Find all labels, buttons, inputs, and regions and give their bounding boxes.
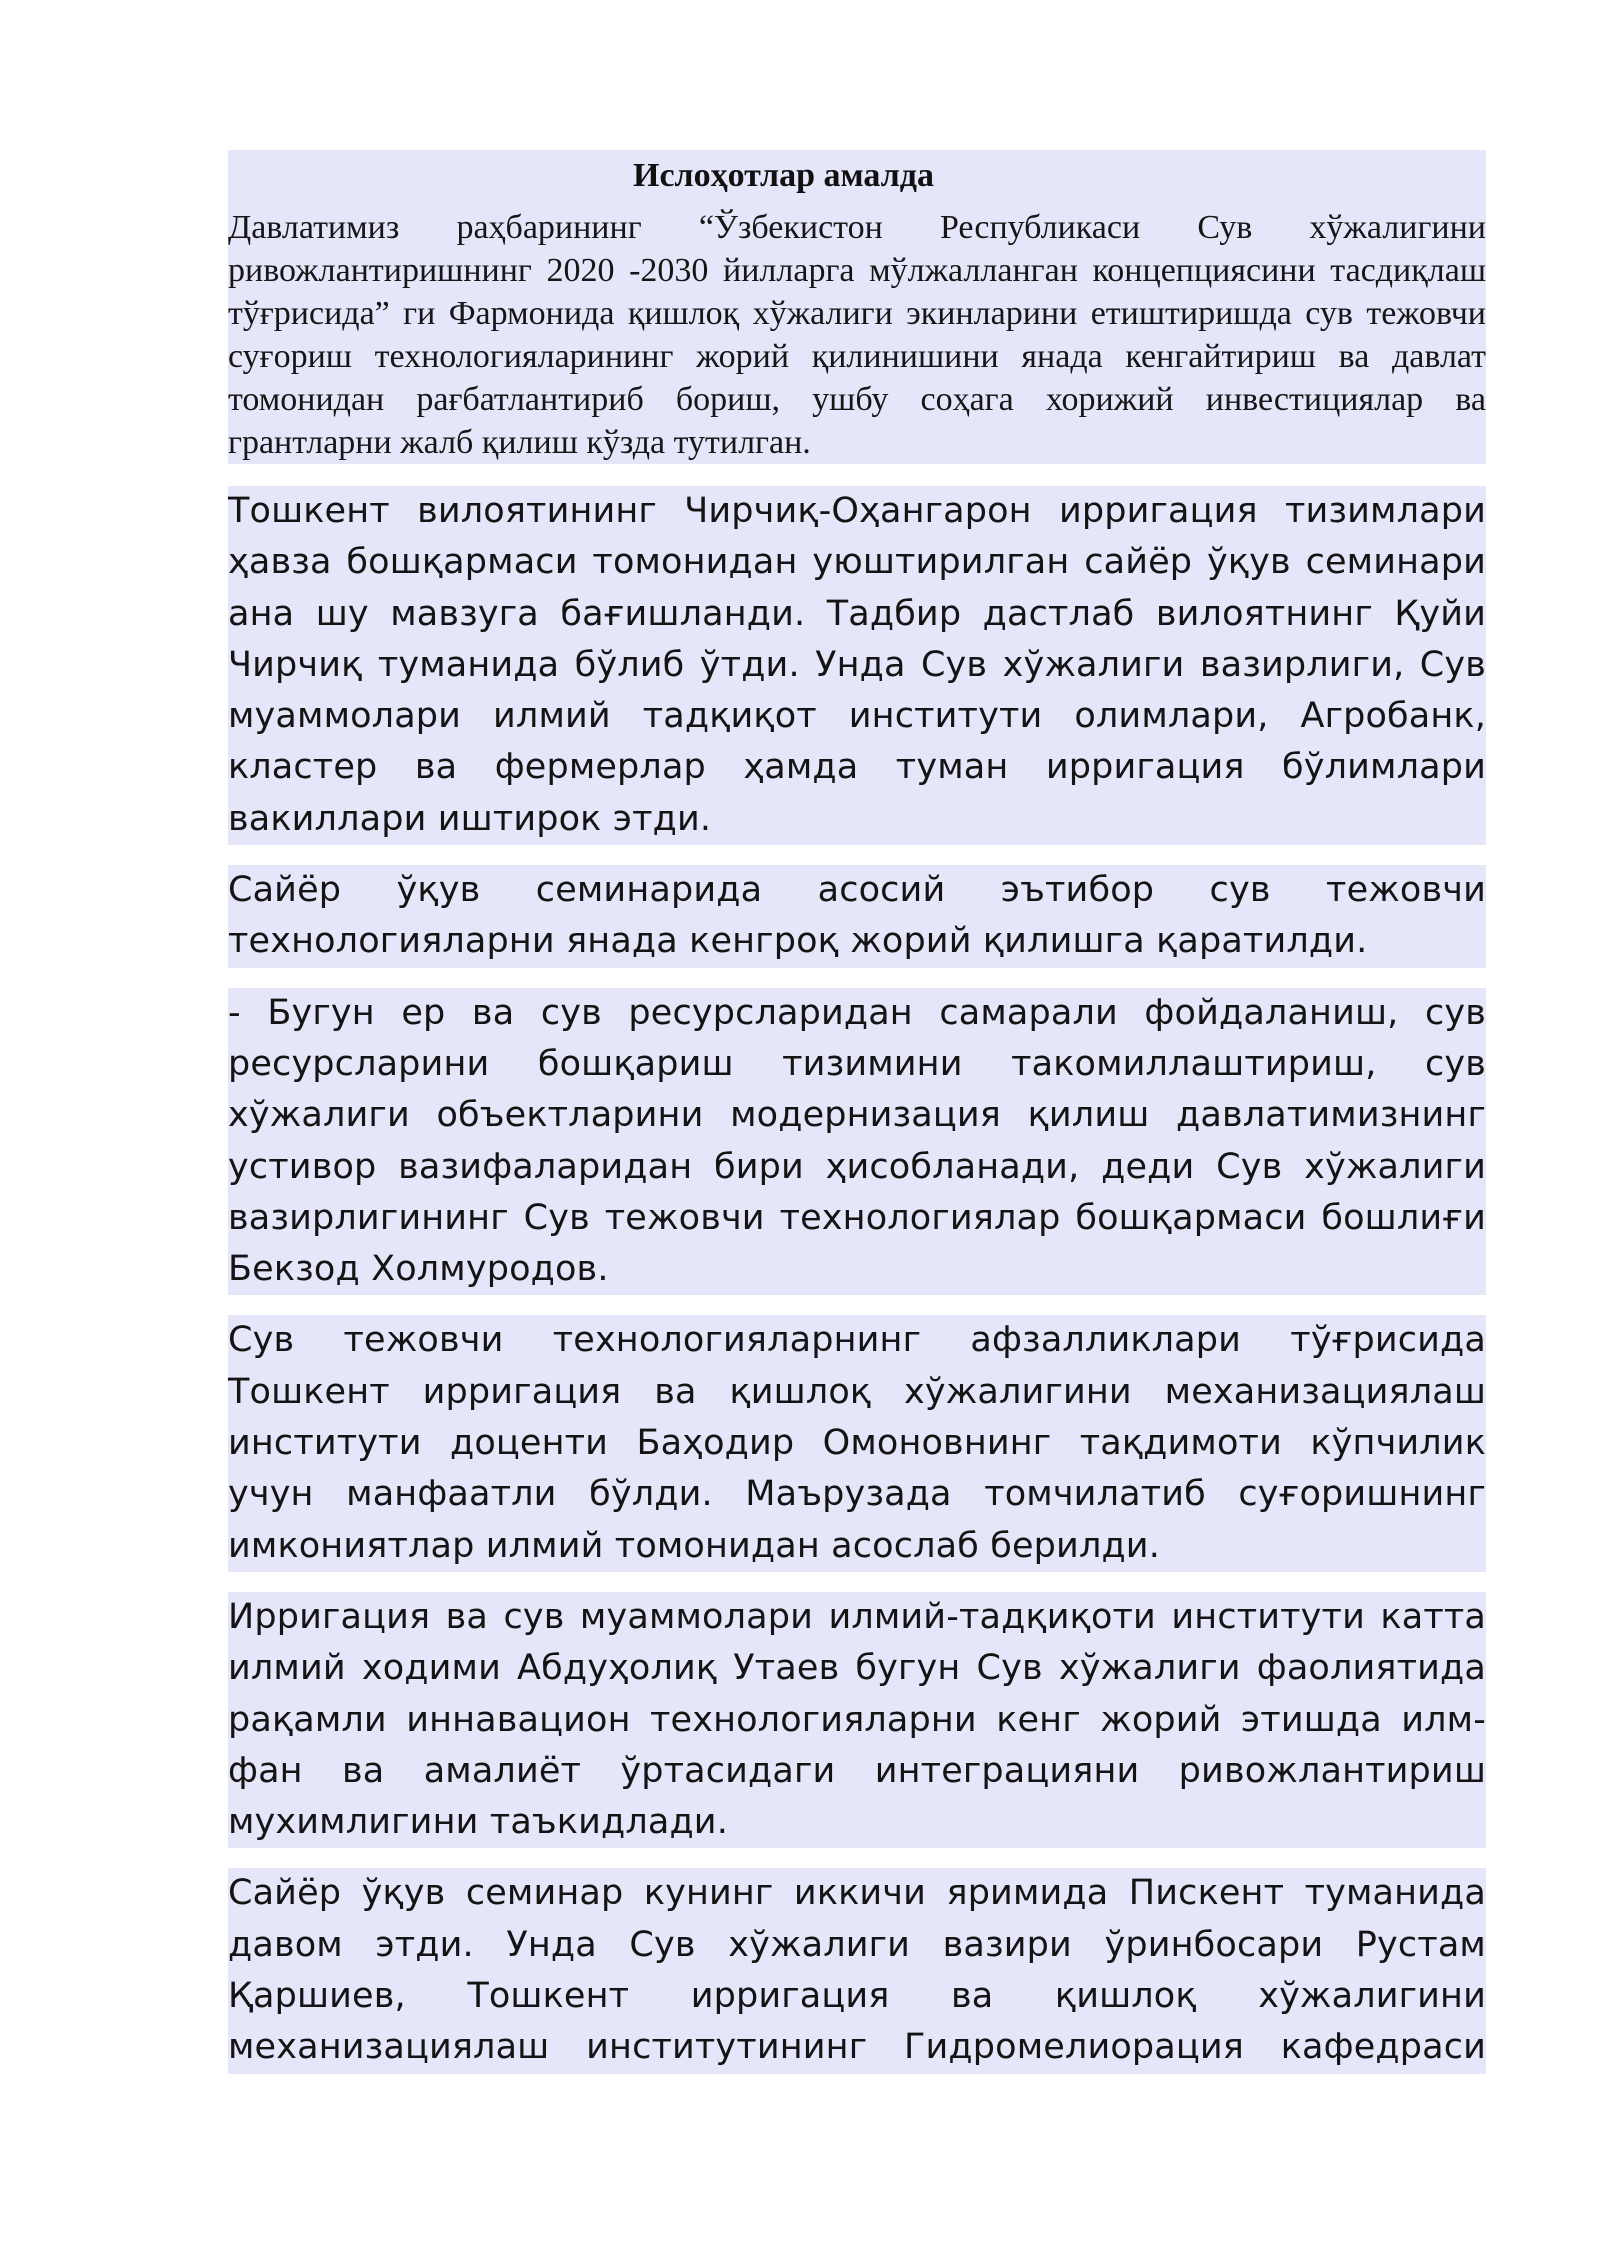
spacer [228, 1295, 1486, 1315]
spacer [228, 1572, 1486, 1592]
paragraph-4: Сув тежовчи технологияларнинг афзалликлари тўғрисида Тошкент ирригация ва қишлоқ хўжалигини механизациялаш институти доценти Баҳодир Омоновнинг тақдимоти кўпчилик учун манфаатли бўлди. Маърузада томчилатиб суғоришнинг имкониятлар илмий томонидан асослаб берилди. [228, 1315, 1486, 1571]
paragraph-6: Сайёр ўқув семинар кунинг иккичи яримида Пискент туманида давом этди. Унда Сув хўжалиги вазири ўринбосари Рустам Қаршиев, Тошкент ирригация ва қишлоқ хўжалигини механизациялаш институтининг Гидромелиорация кафедраси [228, 1868, 1486, 2073]
paragraph-3: - Бугун ер ва сув ресурсларидан самарали фойдаланиш, сув ресурсларини бошқариш тизимини такомиллаштириш, сув хўжалиги объектларини модернизация қилиш давлатимизнинг устивор вазифаларидан бири ҳисобланади, деди Сув хўжалиги вазирлигининг Сув тежовчи технологиялар бошқармаси бошлиғи Бекзод Холмуродов. [228, 988, 1486, 1296]
paragraph-2: Сайёр ўқув семинарида асосий эътибор сув тежовчи технологияларни янада кенгроқ жорий қилишга қаратилди. [228, 865, 1486, 968]
spacer [228, 845, 1486, 865]
spacer [228, 968, 1486, 988]
paragraph-1: Тошкент вилоятининг Чирчиқ-Оҳангарон ирригация тизимлари ҳавза бошқармаси томонидан уюштирилган сайёр ўқув семинари ана шу мавзуга бағишланди. Тадбир дастлаб вилоятнинг Қуйи Чирчиқ туманида бўлиб ўтди. Унда Сув хўжалиги вазирлиги, Сув муаммолари илмий тадқиқот институти олимлари, Агробанк, кластер ва фермерлар ҳамда туман ирригация бўлимлари вакиллари иштирок этди. [228, 486, 1486, 845]
paragraph-5: Ирригация ва сув муаммолари илмий-тадқиқоти институти катта илмий ходими Абдуҳолиқ Утаев бугун Сув хўжалиги фаолиятида рақамли иннавацион технологияларни кенг жорий этишда илм-фан ва амалиёт ўртасидаги интеграцияни ривожлантириш мухимлигини таъкидлади. [228, 1592, 1486, 1848]
lead-paragraph: Давлатимиз раҳбарининг “Ўзбекистон Республикаси Сув хўжалигини ривожлантиришнинг 2020 -2030 йилларга мўлжалланган концепциясини тасдиқлаш тўғрисида” ги Фармонида қишлоқ хўжалиги экинларини етиштиришда сув тежовчи суғориш технологияларининг жорий қилинишини янада кенгайтириш ва давлат томонидан рағбатлантириб бориш, ушбу соҳага хорижий инвестициялар ва грантларни жалб қилиш кўзда тутилган. [228, 202, 1486, 464]
article-body [228, 150, 1486, 2074]
spacer [228, 464, 1486, 486]
article-title: Ислоҳотлар амалда [228, 150, 1486, 202]
spacer [228, 1848, 1486, 1868]
